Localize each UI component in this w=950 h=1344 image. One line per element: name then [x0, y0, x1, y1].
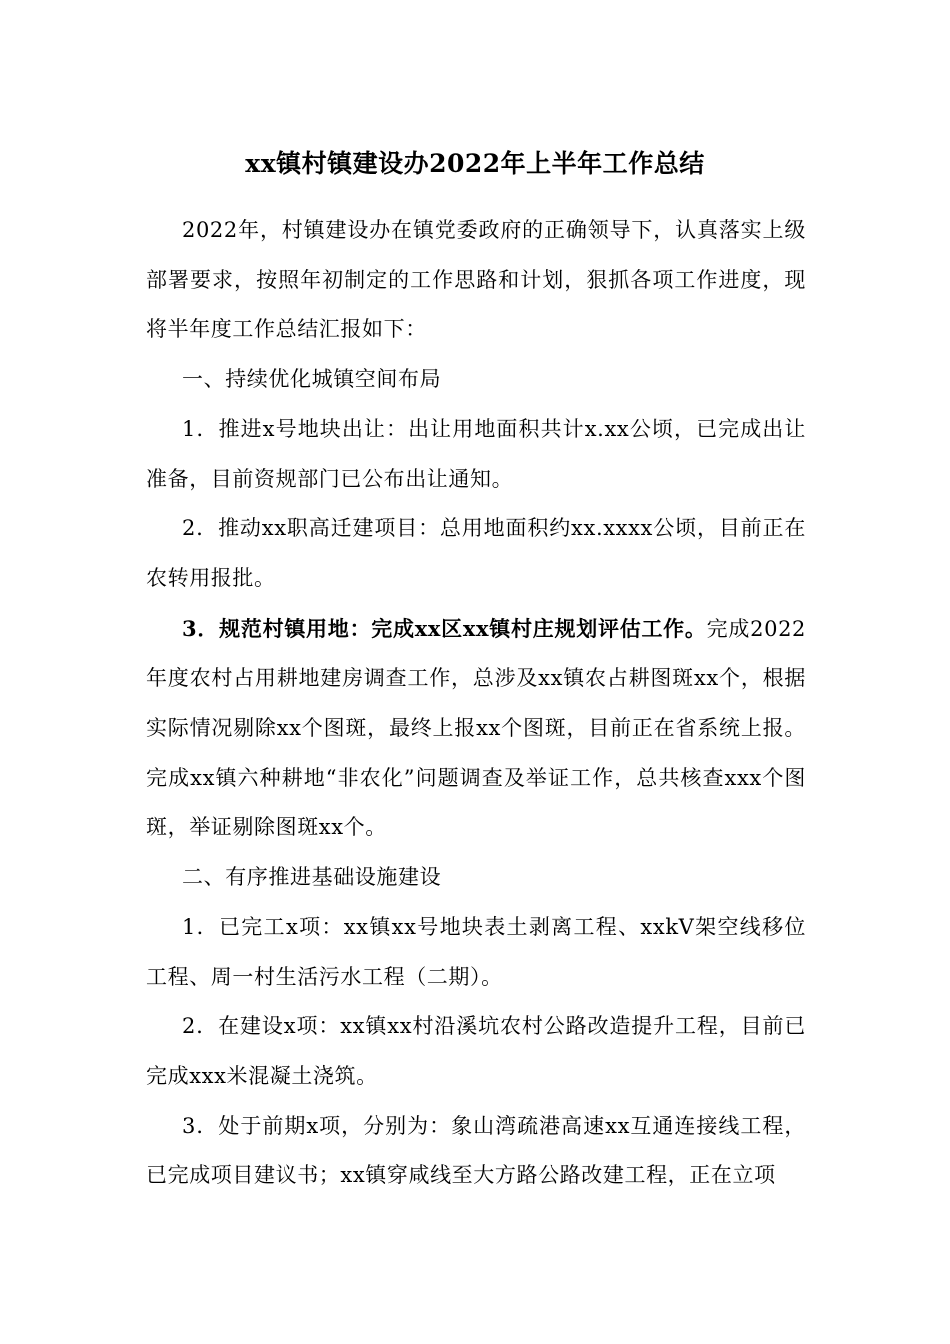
document-title: xx镇村镇建设办2022年上半年工作总结 — [245, 149, 705, 178]
document-body — [146, 206, 806, 1201]
item-2-1-paragraph: 1．已完工x项：xx镇xx号地块表土剥离工程、xxkV架空线移位工程、周一村生活污水工程（二期）。 — [146, 914, 806, 989]
item-1-3-paragraph — [146, 604, 806, 854]
item-1-2-paragraph: 2．推动xx职高迁建项目：总用地面积约xx.xxxx公顷，目前正在农转用报批。 — [146, 516, 806, 590]
item-1-1-paragraph: 1．推进x号地块出让：出让用地面积共计x.xx公顷，已完成出让准备，目前资规部门已公布出让通知。 — [146, 416, 806, 491]
section-1-heading: 一、持续优化城镇空间布局 — [182, 367, 442, 392]
item-2-2-paragraph: 2．在建设x项：xx镇xx村沿溪坑农村公路改造提升工程，目前已完成xxx米混凝土浇筑。 — [146, 1014, 806, 1088]
section-2-heading: 二、有序推进基础设施建设 — [182, 865, 442, 890]
intro-paragraph: 2022年，村镇建设办在镇党委政府的正确领导下，认真落实上级部署要求，按照年初制定的工作思路和计划，狠抓各项工作进度，现将半年度工作总结汇报如下： — [146, 218, 806, 342]
item-2-3-paragraph: 3．处于前期x项，分别为：象山湾疏港高速xx互通连接线工程，已完成项目建议书；xx镇穿咸线至大方路公路改建工程，正在立项 — [146, 1113, 806, 1188]
item-1-3-text: 完成2022年度农村占用耕地建房调查工作，总涉及xx镇农占耕图斑xx个，根据实际情况剔除xx个图斑，最终上报xx个图斑，目前正在省系统上报。完成xx镇六种耕地“非农化”问题调查及举证工作，总共核查xxx个图斑，举证剔除图斑xx个。 — [146, 616, 806, 840]
item-1-3-bold-lead: 3．规范村镇用地：完成xx区xx镇村庄规划评估工作。 — [182, 615, 707, 641]
